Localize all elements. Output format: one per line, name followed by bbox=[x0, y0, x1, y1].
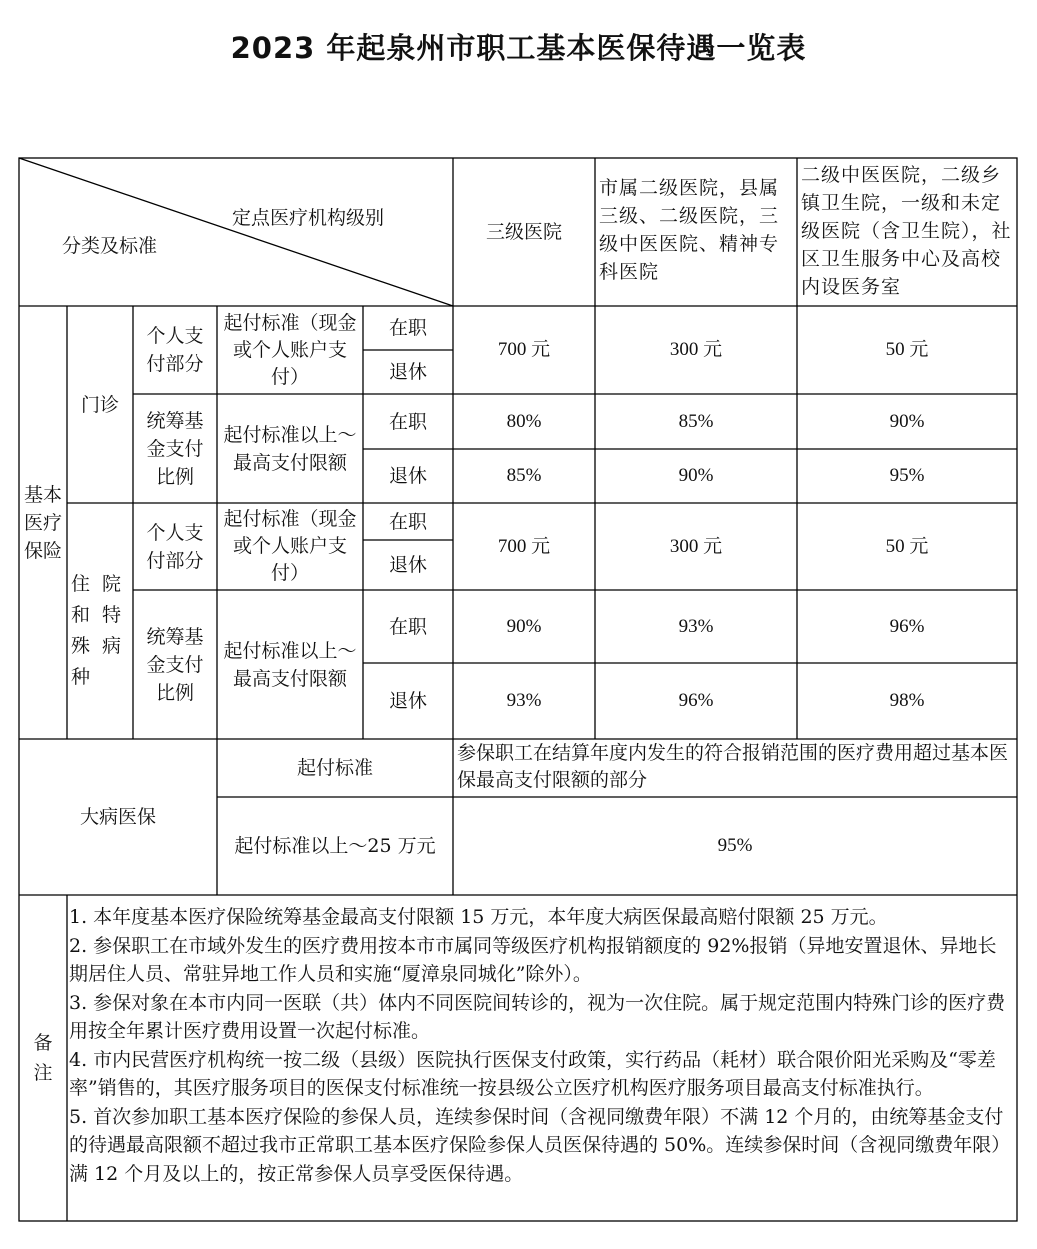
section-basic-insurance: 基本医疗保险 bbox=[23, 483, 62, 562]
op-ratio-desc: 起付标准以上～最高支付限额 bbox=[223, 423, 357, 474]
ip-deductible-tier3: 700 元 bbox=[497, 535, 551, 557]
ip-ratio-in-service-label: 在职 bbox=[388, 615, 427, 638]
op-deductible-tier2: 300 元 bbox=[669, 339, 723, 360]
section-inpatient: 住院和特殊病种 bbox=[71, 573, 129, 688]
ip-in-service-tier1: 96% bbox=[889, 615, 925, 637]
op-deductible-tier1: 50 元 bbox=[885, 339, 929, 360]
ip-ratio-retired-label: 退休 bbox=[388, 690, 427, 712]
ip-personal-label: 个人支付部分 bbox=[146, 521, 204, 572]
remark-item: 4. 市内民营医疗机构统一按二级（县级）医院执行医保支付政策，实行药品（耗材）联合限价阳光采购及“零差率”销售的，其医疗服务项目的医保支付标准统一按县级公立医疗机构医疗服务项目最高支付标准执行。 bbox=[69, 1048, 996, 1099]
op-retired-tier2: 90% bbox=[678, 465, 714, 486]
ip-in-service-tier2: 93% bbox=[678, 615, 714, 637]
header-col-tier2: 市属二级医院，县属三级、二级医院，三级中医医院、精神专科医院 bbox=[599, 177, 780, 283]
ip-deductible-in-service: 在职 bbox=[388, 510, 427, 533]
remarks-list bbox=[69, 903, 1015, 1188]
remark-item: 3. 参保对象在本市内同一医联（共）体内不同医院间转诊的，视为一次住院。属于规定范围内特殊门诊的医疗费用按全年累计医疗费用设置一次起付标准。 bbox=[69, 991, 1006, 1042]
remarks-label: 备注 bbox=[33, 1032, 53, 1084]
op-in-service-tier1: 90% bbox=[889, 410, 925, 432]
major-illness-label: 大病医保 bbox=[79, 806, 156, 828]
major-range-label: 起付标准以上～25 万元 bbox=[234, 835, 436, 857]
op-retired-tier1: 95% bbox=[889, 465, 925, 486]
op-in-service-tier3: 80% bbox=[506, 410, 542, 432]
op-personal-label: 个人支付部分 bbox=[146, 325, 204, 375]
ip-deductible-retired: 退休 bbox=[388, 554, 427, 576]
op-in-service-tier2: 85% bbox=[678, 410, 714, 432]
op-retired-tier3: 85% bbox=[506, 465, 542, 486]
header-corner-bottom: 分类及标准 bbox=[62, 235, 158, 257]
ip-ratio-desc: 起付标准以上～最高支付限额 bbox=[223, 639, 357, 690]
header-col-tier3: 三级医院 bbox=[485, 221, 562, 243]
op-deductible-retired: 退休 bbox=[388, 361, 427, 383]
ip-deductible-desc: 起付标准（现金或个人账户支付） bbox=[223, 508, 357, 584]
op-deductible-desc: 起付标准（现金或个人账户支付） bbox=[223, 311, 357, 388]
ip-deductible-tier1: 50 元 bbox=[885, 535, 929, 557]
remark-item: 1. 本年度基本医疗保险统筹基金最高支付限额 15 万元，本年度大病医保最高赔付限额 25 万元。 bbox=[69, 906, 888, 928]
op-ratio-retired-label: 退休 bbox=[388, 465, 427, 487]
ip-pooled-label: 统筹基金支付比例 bbox=[146, 625, 204, 704]
ip-deductible-tier2: 300 元 bbox=[669, 535, 723, 557]
header-corner-top: 定点医疗机构级别 bbox=[232, 207, 385, 229]
header-col-tier1: 二级中医医院，二级乡镇卫生院，一级和未定级医院（含卫生院），社区卫生服务中心及高校内设医务室 bbox=[801, 164, 1012, 298]
op-deductible-in-service: 在职 bbox=[388, 317, 427, 339]
ip-in-service-tier3: 90% bbox=[506, 615, 542, 637]
op-pooled-label: 统筹基金支付比例 bbox=[146, 409, 204, 488]
section-outpatient: 门诊 bbox=[80, 393, 119, 416]
remark-item: 2. 参保职工在市域外发生的医疗费用按本市市属同等级医疗机构报销额度的 92%报销（异地安置退休、异地长期居住人员、常驻异地工作人员和实施“厦漳泉同城化”除外）。 bbox=[69, 934, 997, 985]
op-ratio-in-service-label: 在职 bbox=[388, 410, 427, 433]
page-title: 2023 年起泉州市职工基本医保待遇一览表 bbox=[230, 31, 807, 65]
major-deductible-label: 起付标准 bbox=[296, 757, 373, 779]
remark-item: 5. 首次参加职工基本医疗保险的参保人员，连续参保时间（含视同缴费年限）不满 12 个月的，由统筹基金支付的待遇最高限额不超过我市正常职工基本医疗保险参保人员医保待遇的 50%。连续参保时间（含视同缴费年限）满 12 个月及以上的，按正常参保人员享受医保待遇。 bbox=[69, 1105, 1011, 1185]
major-deductible-text: 参保职工在结算年度内发生的符合报销范围的医疗费用超过基本医保最高支付限额的部分 bbox=[457, 742, 1009, 791]
ip-retired-tier1: 98% bbox=[889, 690, 925, 711]
op-deductible-tier3: 700 元 bbox=[497, 339, 551, 360]
major-range-value: 95% bbox=[717, 835, 753, 856]
ip-retired-tier2: 96% bbox=[678, 690, 714, 711]
ip-retired-tier3: 93% bbox=[506, 690, 542, 711]
